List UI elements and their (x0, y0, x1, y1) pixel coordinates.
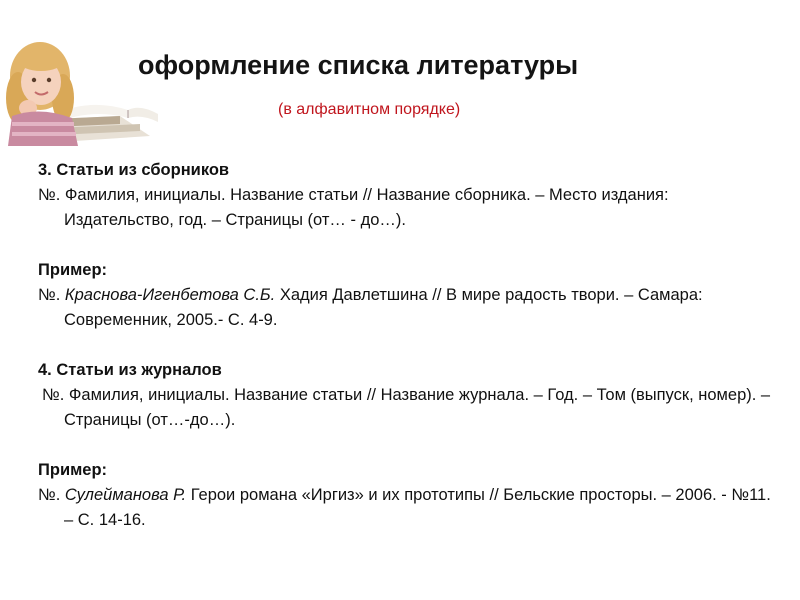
example-label: Пример: (38, 461, 108, 479)
format-description: №. Фамилия, инициалы. Название статьи // Название журнала. – Год. – Том (выпуск, номер). – Страницы (от…-до…). (42, 386, 771, 429)
example-rest: Герои романа «Иргиз» и их прототипы // Бельские просторы. – 2006. - №11. – С. 14-16. (64, 486, 771, 529)
section-heading: 4. Статьи из журналов (38, 361, 222, 379)
example-label: Пример: (38, 261, 108, 279)
format-description: №. Фамилия, инициалы. Название статьи // Название сборника. – Место издания: Издательство, год. – Страницы (от… - до…). (38, 186, 669, 229)
example-number: №. (38, 286, 65, 304)
example-entry (38, 483, 778, 533)
example-entry (38, 283, 778, 333)
content (38, 158, 778, 558)
example-rest: Хадия Давлетшина // В мире радость твори. – Самара: Современник, 2005.- С. 4-9. (64, 286, 703, 329)
girl-with-books-illustration (0, 28, 165, 146)
example-journals (38, 458, 778, 533)
slide-subtitle: (в алфавитном порядке) (278, 101, 461, 118)
example-author: Краснова-Игенбетова С.Б. (64, 286, 276, 304)
section-heading: 3. Статьи из сборников (38, 161, 230, 179)
section-journals (38, 358, 778, 433)
section-collections (38, 158, 778, 233)
example-author: Сулейманова Р. (64, 486, 187, 504)
example-number: №. (38, 486, 65, 504)
slide-title: оформление списка литературы (138, 50, 579, 80)
example-collections (38, 258, 778, 333)
